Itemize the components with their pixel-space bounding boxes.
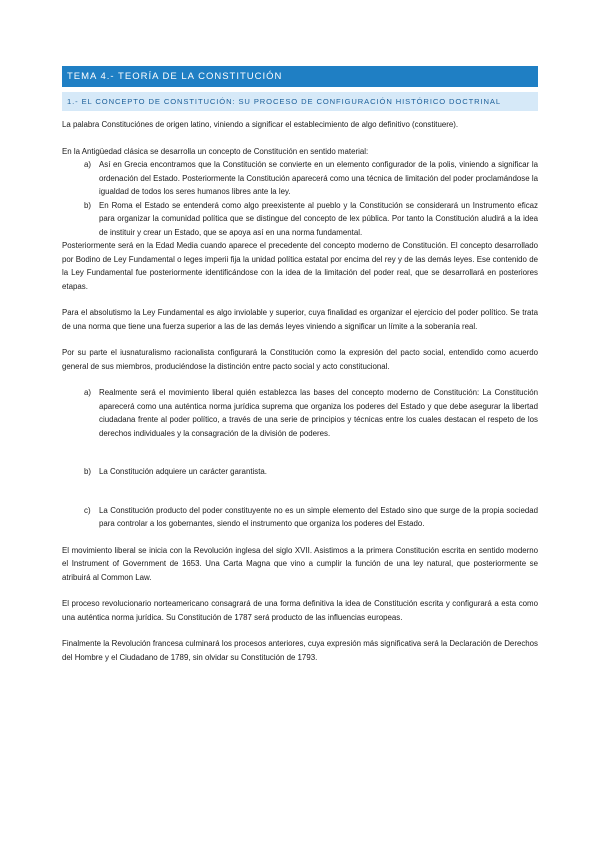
paragraph: En la Antigüedad clásica se desarrolla un concepto de Constitución en sentido material:: [62, 146, 369, 156]
list-item-text: La Constitución producto del poder constituyente no es un simple elemento del Estado sino que surge de la propia sociedad para controlar a los gobernantes, siendo el instrumento que organiza los poderes del Estado.: [99, 505, 538, 528]
list-liberal: [62, 386, 538, 531]
paragraph: La palabra Constituciónes de origen latino, viniendo a significar el establecimiento de algo definitivo (constituere).: [62, 120, 459, 129]
list-marker: b): [84, 200, 92, 210]
list-marker: c): [84, 505, 91, 515]
chapter-heading: TEMA 4.- TEORÍA DE LA CONSTITUCIÓN: [62, 66, 538, 87]
list-marker: a): [84, 160, 92, 169]
list-item: [62, 504, 538, 531]
list-item: [62, 158, 538, 199]
paragraph: Posteriormente será en la Edad Media cuando aparece el precedente del concepto moderno de Constitución. El concepto desarrollado por Bodino de Ley Fundamental o leges imperii fija la unidad política estatal por encima del rey y de las demás leyes. Ese contenido de la Ley Fundamental fue posteriormente identificándose con la idea de la limitación del poder real, que se desarrollará en posteriores etapas.: [62, 241, 538, 291]
paragraph: Para el absolutismo la Ley Fundamental es algo inviolable y superior, cuya finalidad es organizar el ejercicio del poder político. Se trata de una norma que tiene una fuerza superior a las de las demás leyes viniendo a significar un límite a la soberanía real.: [62, 308, 538, 331]
list-item-text: Realmente será el movimiento liberal quién establezca las bases del concepto moderno de Constitución: La Constitución aparecerá como una auténtica norma jurídica suprema que organiza los poderes del Estado y que debe asegurar la libertad ciudadana frente al poder político, a través de una serie de principios y técnicas entre los cuales destacan el respeto de los derechos individuales y la consagración de la división de poderes.: [99, 388, 538, 438]
list-item-text: Así en Grecia encontramos que la Constitución se convierte en un elemento configurador de la polis, viniendo a significar la ordenación del Estado. Posteriormente la Constitución aparecerá como una técnica de limitación del poder proclamándose la igualdad de todos los seres humanos libres ante la ley.: [99, 160, 538, 196]
list-marker: a): [84, 388, 92, 397]
paragraph: Por su parte el iusnaturalismo racionalista configurará la Constitución como la expresión del pacto social, entendido como acuerdo general de sus miembros, produciéndose la distinción entre pacto social y acto constitucional.: [62, 348, 538, 371]
list-item-text: La Constitución adquiere un carácter garantista.: [99, 467, 267, 476]
paragraph: Finalmente la Revolución francesa culminará los procesos anteriores, cuya expresión más significativa será la Declaración de Derechos del Hombre y el Ciudadano de 1789, sin olvidar su Constitución de 1793.: [62, 639, 538, 662]
paragraph: El proceso revolucionario norteamericano consagrará de una forma definitiva la idea de Constitución escrita y configurará a esta como una auténtica norma jurídica. Su Constitución de 1787 será producto de las influencias europeas.: [62, 599, 538, 622]
list-item: [62, 465, 538, 479]
list-marker: b): [84, 467, 92, 476]
section-heading: 1.- EL CONCEPTO DE CONSTITUCIÓN: SU PROCESO DE CONFIGURACIÓN HISTÓRICO DOCTRINAL: [62, 92, 538, 111]
list-item: [62, 199, 538, 240]
list-antiguedad: [62, 158, 538, 239]
paragraph: El movimiento liberal se inicia con la Revolución inglesa del siglo XVII. Asistimos a la primera Constitución escrita en sentido moderno el Instrument of Government de 1653. Una Carta Magna que vino a cumplir la función de una ley natural, que posteriormente se atribuirá al Common Law.: [62, 545, 538, 582]
list-item-text: En Roma el Estado se entenderá como algo preexistente al pueblo y la Constitución se considerará un Instrumento eficaz para organizar la comunidad política que se distingue del concepto de lex pública. Por tanto la Constitución aludirá a la idea de instituir y crear un Estado, que se apoya así en una norma fundamental.: [99, 200, 538, 237]
list-item: [62, 386, 538, 440]
document-page: [62, 66, 538, 664]
